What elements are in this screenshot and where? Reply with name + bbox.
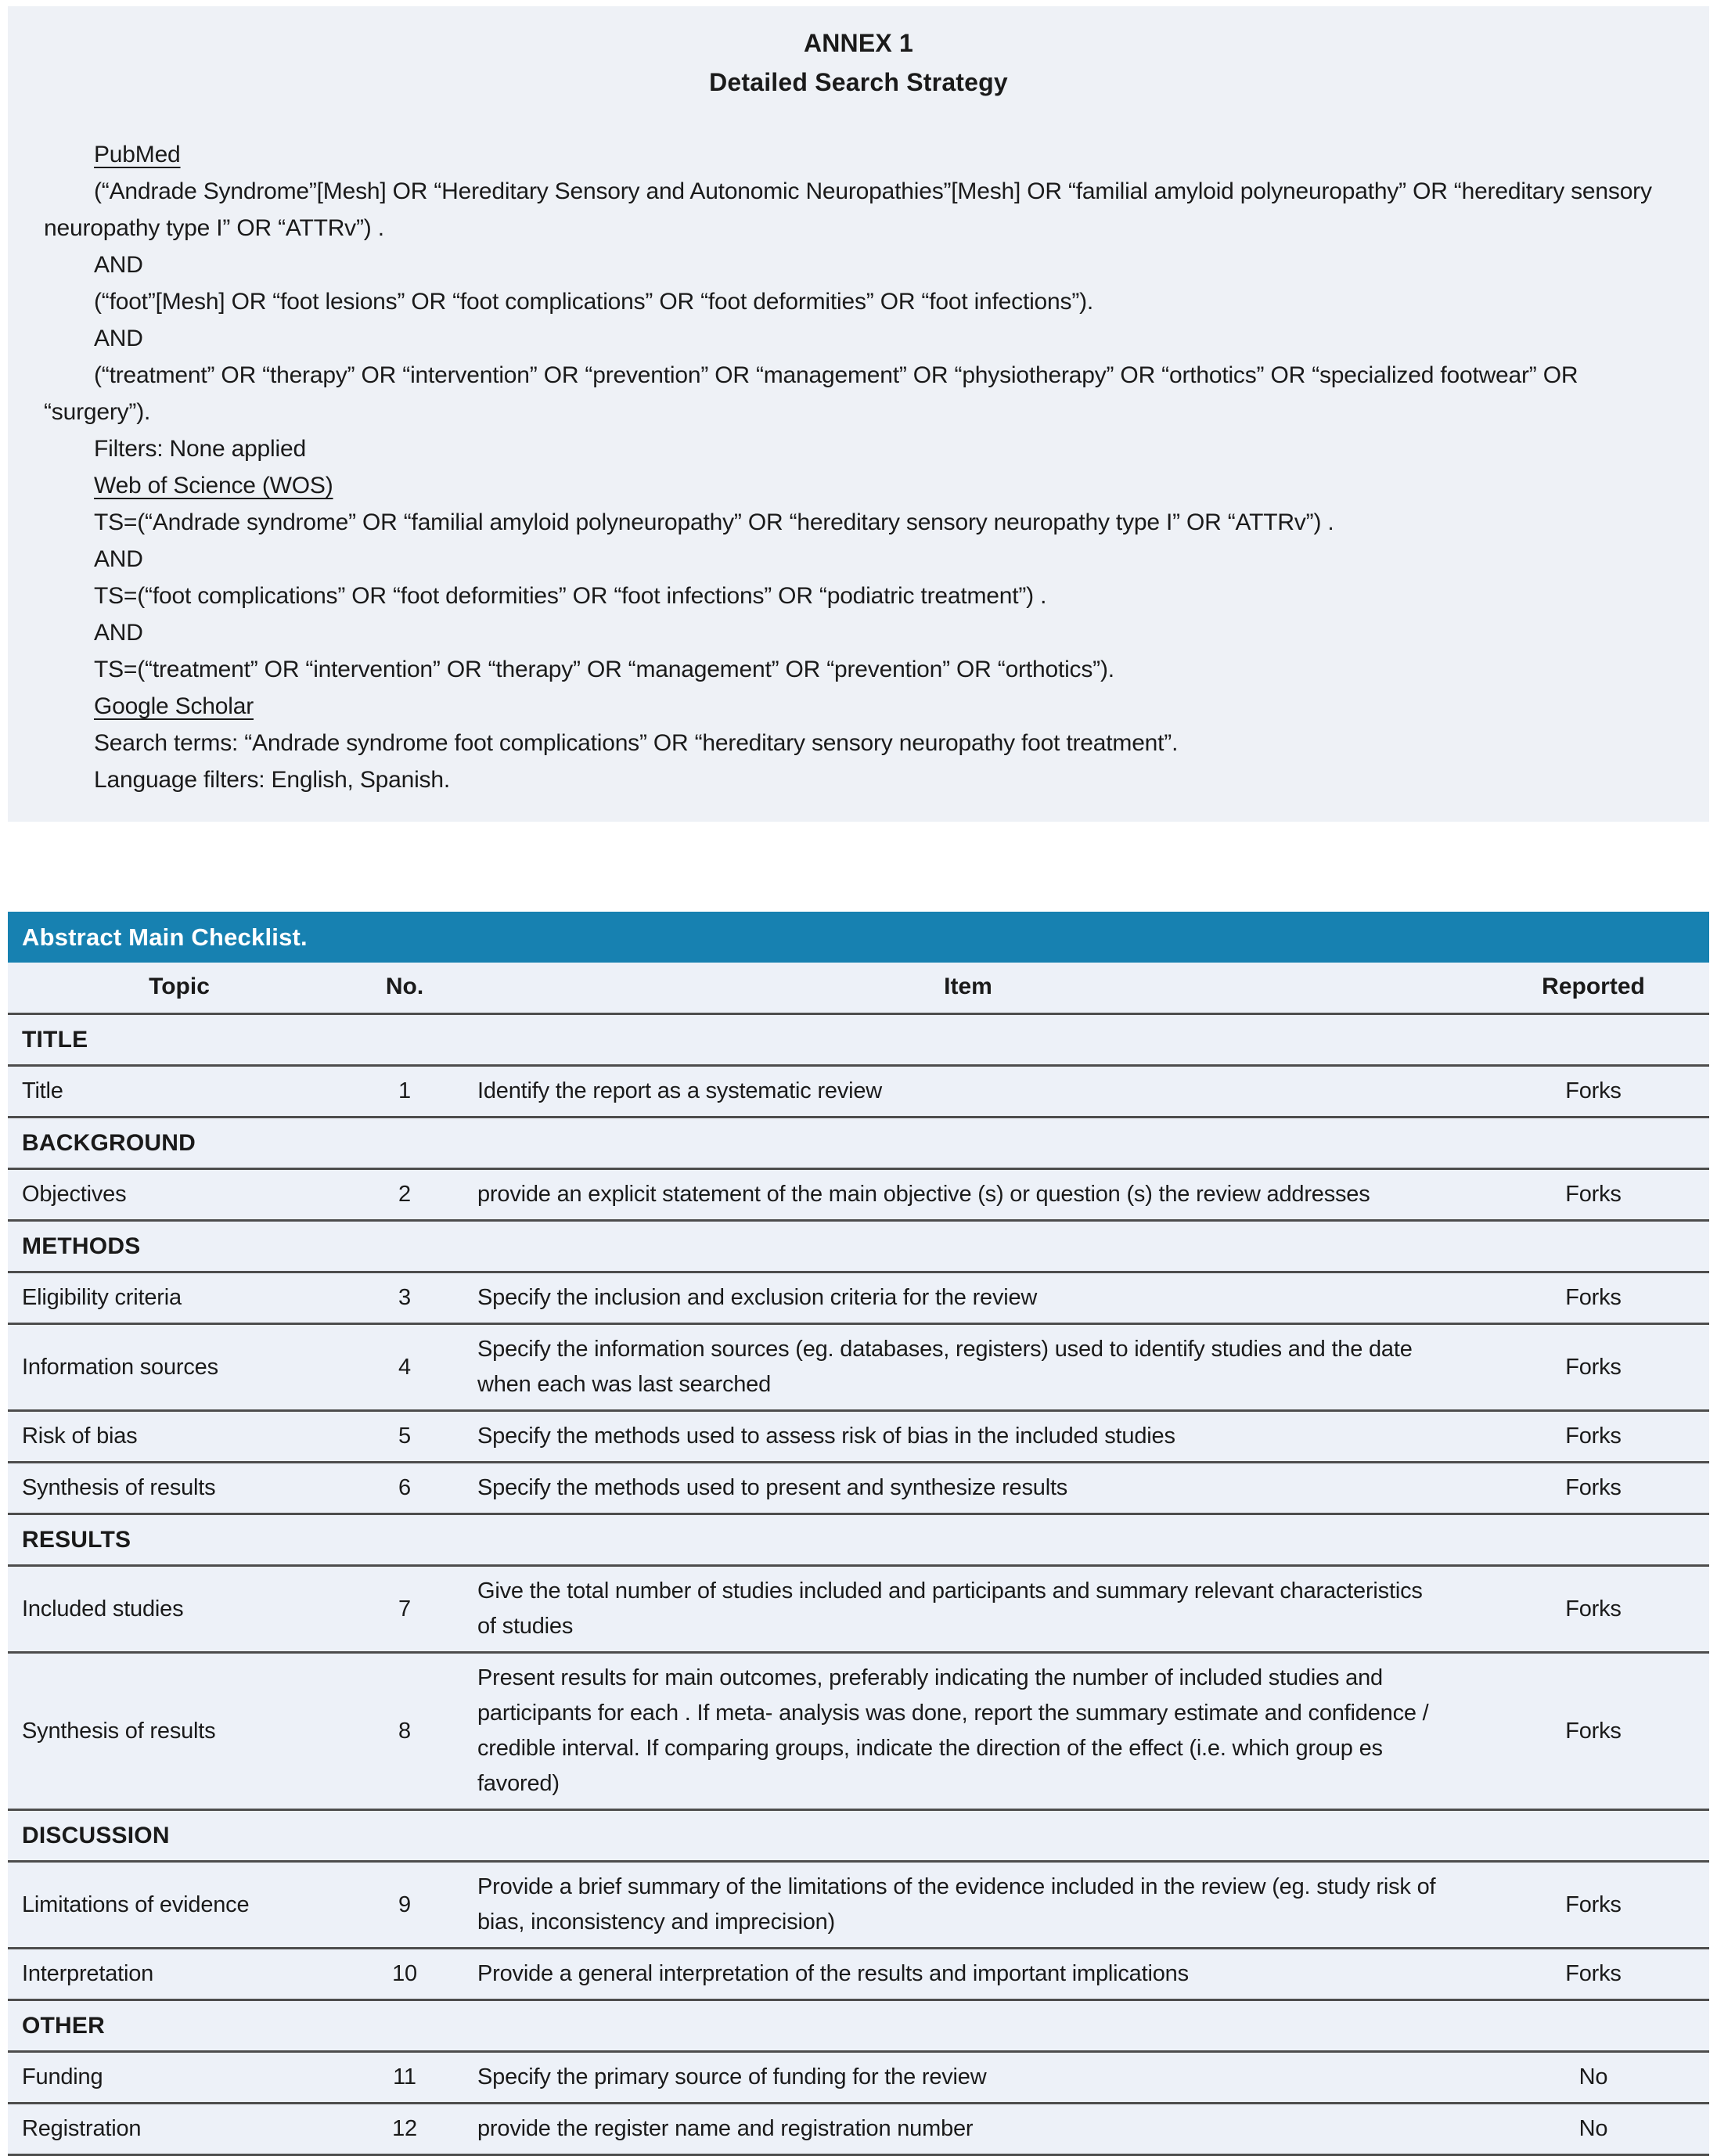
item-cell: provide the register name and registration number bbox=[477, 2116, 974, 2141]
no-cell: 10 bbox=[392, 1961, 417, 1986]
search-strategy-line bbox=[44, 725, 1673, 761]
topic-cell: Included studies bbox=[22, 1596, 184, 1621]
table-row bbox=[8, 2104, 1709, 2155]
search-strategy-line bbox=[44, 467, 1673, 504]
item-cell: Identify the report as a systematic review bbox=[477, 1078, 883, 1103]
item-cell: Present results for main outcomes, preferably indicating the number of included studies and participants for each . If meta- analysis was done, report the summary estimate and confidence / credible interval. If comparing groups, indicate the direction of the effect (i.e. which group es favored) bbox=[477, 1665, 1429, 1796]
column-header-no: No. bbox=[385, 974, 424, 999]
item-cell: Specify the inclusion and exclusion criteria for the review bbox=[477, 1285, 1038, 1310]
reported-cell: No bbox=[1578, 2064, 1608, 2089]
table-section-row bbox=[8, 1221, 1709, 1272]
no-cell: 11 bbox=[393, 2064, 416, 2089]
search-strategy-line-text: AND bbox=[94, 326, 143, 351]
item-cell: Provide a brief summary of the limitations of the evidence included in the review (eg. study risk of bias, inconsistency and imprecision) bbox=[477, 1874, 1436, 1935]
item-cell: Specify the methods used to assess risk of bias in the included studies bbox=[477, 1424, 1175, 1449]
table-row bbox=[8, 1862, 1709, 1949]
search-strategy-line-text: PubMed bbox=[94, 142, 181, 167]
no-cell: 3 bbox=[398, 1285, 411, 1310]
reported-cell: Forks bbox=[1565, 1596, 1622, 1621]
column-header-item: Item bbox=[944, 974, 992, 999]
search-strategy-line bbox=[44, 504, 1673, 541]
search-strategy-line-text: Web of Science (WOS) bbox=[94, 473, 333, 499]
reported-cell: Forks bbox=[1565, 1718, 1622, 1744]
item-cell: Specify the information sources (eg. databases, registers) used to identify studies and the date when each was last searched bbox=[477, 1337, 1413, 1397]
search-strategy-line-text: TS=(“Andrade syndrome” OR “familial amyloid polyneuropathy” OR “hereditary sensory neuropathy type I” OR “ATTRv”) . bbox=[94, 509, 1334, 535]
search-strategy-line bbox=[44, 651, 1673, 688]
reported-cell: Forks bbox=[1565, 1891, 1622, 1917]
search-strategy-line-text: AND bbox=[94, 620, 143, 646]
section-label: TITLE bbox=[22, 1027, 88, 1053]
annex-title: ANNEX 1 bbox=[803, 29, 914, 57]
item-cell: provide an explicit statement of the main objective (s) or question (s) the review addresses bbox=[477, 1182, 1370, 1207]
search-strategy-line bbox=[44, 173, 1673, 247]
item-cell: Specify the primary source of funding for the review bbox=[477, 2064, 987, 2089]
search-strategy-line bbox=[44, 320, 1673, 357]
search-strategy-line bbox=[44, 430, 1673, 467]
document-page bbox=[0, 6, 1717, 2156]
item-cell: Specify the methods used to present and synthesize results bbox=[477, 1475, 1068, 1500]
search-strategy-line-text: Language filters: English, Spanish. bbox=[94, 767, 450, 793]
topic-cell: Limitations of evidence bbox=[22, 1891, 250, 1917]
table-row bbox=[8, 1324, 1709, 1411]
column-header-reported: Reported bbox=[1542, 974, 1645, 999]
search-strategy-line bbox=[44, 688, 1673, 725]
table-title: Abstract Main Checklist. bbox=[22, 923, 308, 951]
table-row bbox=[8, 1949, 1709, 2000]
reported-cell: Forks bbox=[1565, 1078, 1622, 1103]
table-title-bar bbox=[8, 912, 1709, 963]
search-strategy-line bbox=[44, 578, 1673, 614]
reported-cell: No bbox=[1578, 2116, 1608, 2141]
table-row bbox=[8, 1463, 1709, 1514]
no-cell: 7 bbox=[398, 1596, 411, 1621]
search-strategy-line-text: Search terms: “Andrade syndrome foot complications” OR “hereditary sensory neuropathy foot treatment”. bbox=[94, 730, 1179, 756]
reported-cell: Forks bbox=[1565, 1961, 1622, 1986]
search-strategy-line bbox=[44, 247, 1673, 283]
search-strategy-line bbox=[44, 136, 1673, 173]
item-cell: Give the total number of studies included and participants and summary relevant characteristics of studies bbox=[477, 1578, 1423, 1639]
topic-cell: Title bbox=[22, 1078, 63, 1103]
search-strategy-line bbox=[44, 283, 1673, 320]
search-strategy-line-text: TS=(“treatment” OR “intervention” OR “therapy” OR “management” OR “prevention” OR “orthotics”). bbox=[94, 657, 1114, 682]
section-label: METHODS bbox=[22, 1233, 141, 1259]
topic-cell: Risk of bias bbox=[22, 1424, 138, 1449]
section-label: RESULTS bbox=[22, 1527, 131, 1553]
topic-cell: Registration bbox=[22, 2116, 142, 2141]
search-strategy-line-text: AND bbox=[94, 252, 143, 278]
topic-cell: Objectives bbox=[22, 1182, 127, 1207]
annex-subtitle: Detailed Search Strategy bbox=[709, 68, 1008, 96]
search-strategy-line-text: (“treatment” OR “therapy” OR “intervention” OR “prevention” OR “management” OR “physiotherapy” OR “orthotics” OR “specialized footwear” OR “surgery”). bbox=[44, 362, 1578, 425]
no-cell: 8 bbox=[398, 1718, 411, 1744]
abstract-checklist bbox=[8, 912, 1709, 2156]
no-cell: 9 bbox=[398, 1891, 411, 1917]
table-row bbox=[8, 1272, 1709, 1324]
table-row bbox=[8, 1566, 1709, 1653]
section-label: DISCUSSION bbox=[22, 1823, 170, 1848]
topic-cell: Funding bbox=[22, 2064, 103, 2089]
topic-cell: Eligibility criteria bbox=[22, 1285, 182, 1310]
table-row bbox=[8, 2052, 1709, 2104]
section-label: OTHER bbox=[22, 2013, 105, 2039]
column-header-topic: Topic bbox=[149, 974, 210, 999]
search-strategy-line bbox=[44, 541, 1673, 578]
section-label: BACKGROUND bbox=[22, 1130, 196, 1156]
no-cell: 1 bbox=[398, 1078, 411, 1103]
reported-cell: Forks bbox=[1565, 1285, 1622, 1310]
table-section-row bbox=[8, 2000, 1709, 2052]
search-strategy-line-text: Google Scholar bbox=[94, 693, 254, 719]
search-strategy-line-text: (“foot”[Mesh] OR “foot lesions” OR “foot complications” OR “foot deformities” OR “foot infections”). bbox=[94, 289, 1094, 315]
topic-cell: Information sources bbox=[22, 1354, 218, 1380]
search-strategy-panel bbox=[8, 6, 1709, 822]
search-strategy-line-text: AND bbox=[94, 546, 143, 572]
table-header-row bbox=[8, 963, 1709, 1014]
search-strategy-line-text: (“Andrade Syndrome”[Mesh] OR “Hereditary Sensory and Autonomic Neuropathies”[Mesh] OR “familial amyloid polyneuropathy” OR “hereditary sensory neuropathy type I” OR “ATTRv”) . bbox=[44, 178, 1652, 241]
reported-cell: Forks bbox=[1565, 1354, 1622, 1380]
reported-cell: Forks bbox=[1565, 1475, 1622, 1500]
search-strategy-line bbox=[44, 357, 1673, 430]
search-strategy-line bbox=[44, 614, 1673, 651]
search-strategy-line bbox=[44, 761, 1673, 798]
search-strategy-text bbox=[8, 136, 1709, 798]
reported-cell: Forks bbox=[1565, 1182, 1622, 1207]
no-cell: 6 bbox=[398, 1475, 411, 1500]
no-cell: 5 bbox=[398, 1424, 411, 1449]
topic-cell: Interpretation bbox=[22, 1961, 154, 1986]
search-strategy-line-text: TS=(“foot complications” OR “foot deformities” OR “foot infections” OR “podiatric treatment”) . bbox=[94, 583, 1047, 609]
search-strategy-line-text: Filters: None applied bbox=[94, 436, 306, 462]
table-section-row bbox=[8, 1014, 1709, 1066]
table-row bbox=[8, 1169, 1709, 1221]
no-cell: 2 bbox=[398, 1182, 411, 1207]
table-row bbox=[8, 1411, 1709, 1463]
checklist-table bbox=[8, 963, 1709, 2156]
no-cell: 4 bbox=[398, 1354, 411, 1380]
table-row bbox=[8, 1066, 1709, 1118]
topic-cell: Synthesis of results bbox=[22, 1475, 216, 1500]
no-cell: 12 bbox=[392, 2116, 417, 2141]
table-section-row bbox=[8, 1118, 1709, 1169]
table-section-row bbox=[8, 1514, 1709, 1566]
table-row bbox=[8, 1653, 1709, 1810]
topic-cell: Synthesis of results bbox=[22, 1718, 216, 1744]
item-cell: Provide a general interpretation of the results and important implications bbox=[477, 1961, 1189, 1986]
reported-cell: Forks bbox=[1565, 1424, 1622, 1449]
table-section-row bbox=[8, 1810, 1709, 1862]
